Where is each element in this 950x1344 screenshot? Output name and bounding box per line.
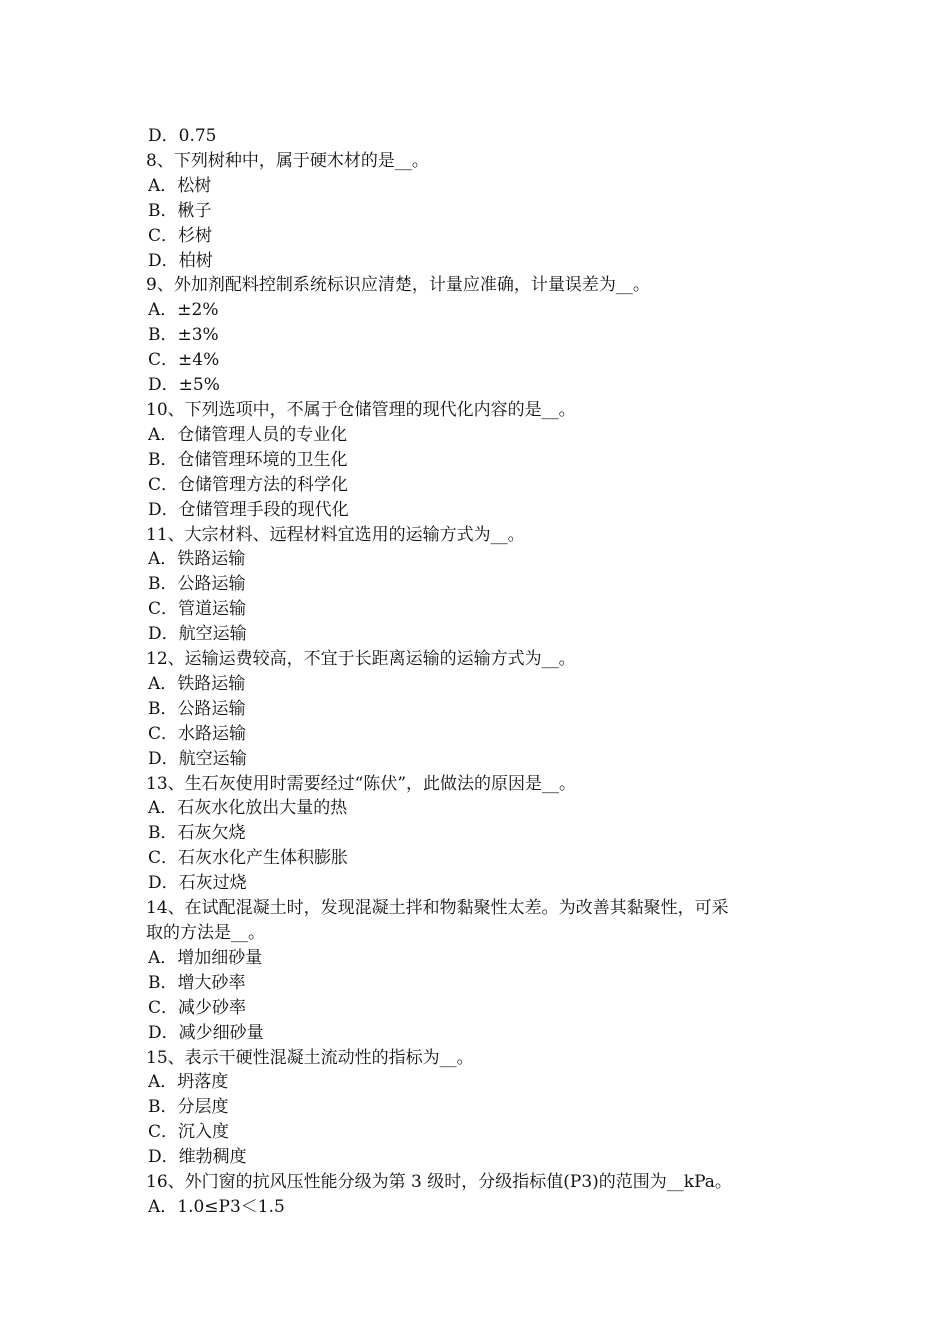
answer-option: B．楸子 <box>148 200 212 221</box>
answer-option: A．铁路运输 <box>148 549 246 570</box>
answer-option: B．公路运输 <box>148 574 246 595</box>
answer-option: D．±5% <box>148 375 220 396</box>
question-text: 11、大宗材料、远程材料宜选用的运输方式为__。 <box>146 524 525 545</box>
answer-option: D．石灰过烧 <box>148 873 247 894</box>
answer-option: A．坍落度 <box>148 1072 229 1093</box>
answer-option: C．管道运输 <box>148 599 247 620</box>
answer-option: D．柏树 <box>148 250 213 271</box>
answer-option: C．水路运输 <box>148 723 247 744</box>
answer-option: D．仓储管理手段的现代化 <box>148 499 349 520</box>
question-text: 取的方法是__。 <box>146 923 265 943</box>
question-text: 8、下列树种中，属于硬木材的是__。 <box>146 150 429 171</box>
answer-option: B．±3% <box>148 325 219 346</box>
answer-option: C．减少砂率 <box>148 997 247 1018</box>
answer-option: B．公路运输 <box>148 698 246 719</box>
answer-option: D．航空运输 <box>148 624 247 645</box>
answer-option: D．航空运输 <box>148 748 247 769</box>
answer-option: A．±2% <box>148 300 219 321</box>
answer-option: A．石灰水化放出大量的热 <box>148 798 348 819</box>
document-body <box>146 124 816 1220</box>
answer-option: A．松树 <box>148 175 212 196</box>
answer-option: A．仓储管理人员的专业化 <box>148 424 348 445</box>
answer-option: B．增大砂率 <box>148 972 246 993</box>
question-text: 15、表示干硬性混凝土流动性的指标为__。 <box>146 1047 474 1068</box>
answer-option: C．沉入度 <box>148 1122 230 1143</box>
question-text: 10、下列选项中，不属于仓储管理的现代化内容的是__。 <box>146 399 576 420</box>
answer-option: B．石灰欠烧 <box>148 823 246 844</box>
answer-option: A．增加细砂量 <box>148 947 263 968</box>
answer-option: B．分层度 <box>148 1097 229 1118</box>
answer-option: C．±4% <box>148 350 220 371</box>
answer-option: B．仓储管理环境的卫生化 <box>148 449 348 470</box>
answer-option: A．1.0≤P3＜1.5 <box>148 1196 285 1217</box>
question-text: 13、生石灰使用时需要经过“陈伏”，此做法的原因是__。 <box>146 773 577 794</box>
answer-option: C．仓储管理方法的科学化 <box>148 474 349 495</box>
answer-option: A．铁路运输 <box>148 673 246 694</box>
question-text: 16、外门窗的抗风压性能分级为第 3 级时，分级指标值(P3)的范围为__kPa。 <box>146 1172 732 1193</box>
answer-option: D．减少细砂量 <box>148 1022 264 1043</box>
answer-option: C．杉树 <box>148 225 213 246</box>
question-text: 9、外加剂配料控制系统标识应清楚，计量应准确，计量误差为__。 <box>146 275 650 296</box>
answer-option: D．维勃稠度 <box>148 1147 247 1168</box>
answer-option: C．石灰水化产生体积膨胀 <box>148 848 349 869</box>
answer-option: D．0.75 <box>148 126 217 146</box>
question-text: 14、在试配混凝土时，发现混凝土拌和物黏聚性太差。为改善其黏聚性，可采 <box>146 898 729 919</box>
question-text: 12、运输运费较高，不宜于长距离运输的运输方式为__。 <box>146 649 576 670</box>
